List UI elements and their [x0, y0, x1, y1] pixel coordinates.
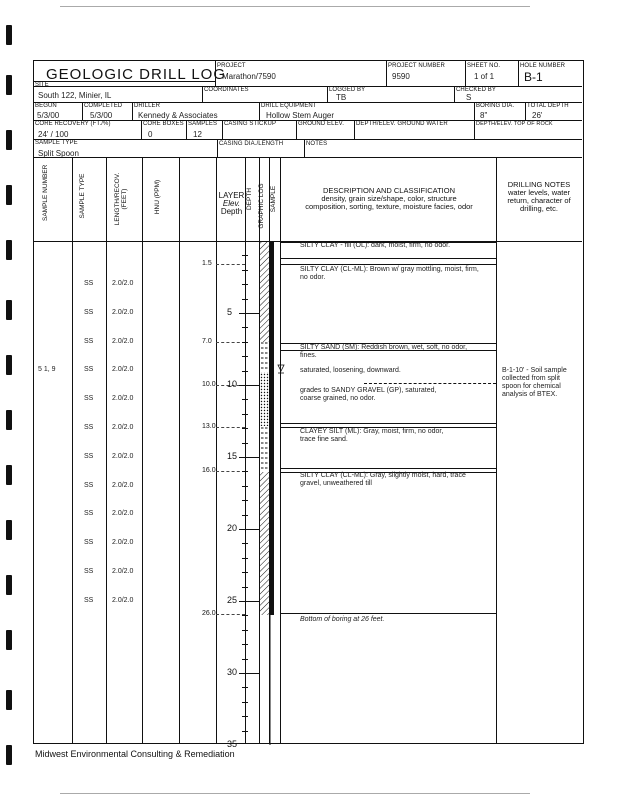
- page-title: GEOLOGIC DRILL LOG: [46, 66, 226, 83]
- length-recov-cell: 2.0/2.0: [112, 366, 134, 374]
- length-recov-cell: 2.0/2.0: [112, 539, 134, 547]
- column-divider: [72, 157, 73, 743]
- binder-hole: [6, 410, 12, 430]
- sample-type-label: SAMPLE TYPE: [35, 140, 78, 146]
- ground-elev-label: GROUND ELEV.: [298, 121, 344, 127]
- depth-mark-label: 25: [227, 595, 238, 605]
- column-divider: [142, 157, 143, 743]
- gradational-boundary: [364, 383, 496, 384]
- layer-boundary: [280, 468, 496, 469]
- divider: [304, 139, 305, 157]
- col-sample: SAMPLE: [270, 185, 277, 213]
- binder-hole: [6, 465, 12, 485]
- length-recov-cell: 2.0/2.0: [112, 568, 134, 575]
- col-sample-number: SAMPLE NUMBER: [42, 164, 49, 221]
- divider: [296, 120, 297, 139]
- layer-depth-label: 26.0: [202, 610, 216, 617]
- casing-stickup-label: CASING STICKUP: [224, 121, 277, 127]
- binder-hole: [6, 575, 12, 595]
- layer-depth-line: [216, 342, 245, 343]
- col-drilling-notes-sub: water levels, water return, character of drilling, etc.: [507, 188, 571, 213]
- sheet-no-value: 1 of 1: [474, 72, 495, 81]
- samples-value: 12: [193, 130, 202, 139]
- core-recovery-label: CORE RECOVERY (FT./%): [35, 121, 111, 127]
- bottom-of-boring-note: Bottom of boring at 26 feet.: [300, 616, 385, 623]
- length-recov-cell: 2.0/2.0: [112, 481, 134, 489]
- description-4: saturated, loosening, downward.: [300, 367, 401, 374]
- drilling-note: B-1-10' - Soil sample collected from split spoon for chemical analysis of BTEX.: [502, 367, 567, 398]
- description-7: SILTY CLAY (CL-ML): Gray, slightly moist, hard, trace gravel, unweathered till: [300, 472, 466, 487]
- layer-depth-line: [216, 264, 245, 265]
- divider: [186, 120, 187, 139]
- col-hnu: HNU (PPM): [154, 179, 161, 215]
- sample-type-cell: SS: [84, 337, 94, 345]
- divider: [132, 102, 133, 120]
- site-label: SITE: [35, 82, 49, 88]
- col-description: [300, 187, 478, 211]
- project-label: PROJECT: [217, 63, 246, 69]
- depth-mark-label: 30: [227, 667, 238, 677]
- hole-number-value: B-1: [524, 70, 543, 84]
- divider: [354, 120, 355, 139]
- sample-type-cell: SS: [84, 366, 94, 374]
- length-recov-cell: 2.0/2.0: [112, 280, 134, 287]
- log-fill-gravel: [259, 372, 270, 426]
- col-description-title: DESCRIPTION AND CLASSIFICATION: [323, 186, 455, 195]
- sample-interval-bar: [270, 241, 274, 615]
- col-layer: [217, 192, 246, 216]
- layer-depth-line: [216, 427, 245, 428]
- core-recovery-value: 24' / 100: [38, 130, 69, 139]
- col-drilling-notes: [500, 181, 578, 213]
- divider: [82, 102, 83, 120]
- gw-depth-label: DEPTH/ELEV. GROUND WATER: [356, 121, 448, 127]
- site-value: South 122, Minier, IL: [38, 91, 112, 100]
- layer-depth-label: 7.0: [202, 338, 212, 345]
- begun-value: 5/3/00: [37, 111, 60, 120]
- col-drilling-notes-title: DRILLING NOTES: [507, 180, 571, 189]
- column-divider: [496, 157, 497, 743]
- log-fill-sand: [259, 342, 270, 372]
- log-fill-till: [259, 472, 270, 615]
- divider: [222, 120, 223, 139]
- logged-by-label: LOGGED BY: [329, 87, 366, 93]
- divider: [217, 139, 218, 157]
- drill-equipment-value: Hollow Stem Auger: [266, 111, 335, 120]
- company-footer: Midwest Environmental Consulting & Remediation: [35, 749, 235, 759]
- sample-type-cell: SS: [84, 395, 94, 403]
- sample-type-cell: SS: [84, 596, 94, 604]
- drill-equipment-label: DRILL EQUIPMENT: [261, 103, 317, 109]
- divider: [34, 81, 215, 82]
- description-2: SILTY CLAY (CL-ML): Brown w/ gray mottling, moist, firm, no odor.: [300, 266, 479, 281]
- sample-type-cell: SS: [84, 481, 94, 489]
- notes-label: NOTES: [306, 141, 328, 147]
- layer-depth-label: 10.0: [202, 381, 216, 388]
- checked-by-value: S: [466, 93, 472, 102]
- col-sample-type: SAMPLE TYPE: [79, 173, 86, 219]
- binder-hole: [6, 185, 12, 205]
- length-recov-cell: 2.0/2.0: [112, 596, 134, 604]
- sheet-no-label: SHEET NO.: [467, 63, 501, 69]
- log-fill-clay: [259, 258, 270, 342]
- col-graphic-log: GRAPHIC LOG: [258, 183, 265, 229]
- col-layer-depth: Depth: [220, 207, 243, 216]
- layer-depth-label: 13.0: [202, 423, 216, 430]
- total-depth-value: 26': [532, 111, 543, 120]
- sample-number-note: 5 1, 9: [38, 366, 56, 373]
- col-depth: DEPTH: [246, 187, 253, 211]
- boring-dia-label: BORING DIA.: [476, 103, 515, 109]
- col-length-recov: LENGTH/RECOV. (FEET): [114, 172, 128, 226]
- layer-boundary: [280, 613, 496, 614]
- binder-hole: [6, 520, 12, 540]
- col-description-sub: density, grain size/shape, color, structure composition, sorting, texture, moisture facies, odor: [305, 194, 473, 211]
- core-boxes-value: 0: [148, 130, 153, 139]
- sample-type-cell: SS: [84, 539, 94, 547]
- divider: [474, 120, 475, 139]
- length-recov-cell: 2.0/2.0: [112, 395, 134, 403]
- scan-edge: [60, 793, 530, 794]
- casing-dia-label: CASING DIA./LENGTH: [219, 141, 284, 147]
- col-layer-elev: Elev.: [222, 199, 241, 208]
- binder-hole: [6, 130, 12, 150]
- hole-number-label: HOLE NUMBER: [520, 63, 566, 69]
- drill-log-sheet: [33, 60, 584, 749]
- layer-boundary: [280, 258, 496, 259]
- graphic-log: [245, 241, 285, 745]
- sample-type-cell: SS: [84, 452, 94, 460]
- divider: [34, 139, 582, 140]
- begun-label: BEGUN: [35, 103, 57, 109]
- project-number-value: 9590: [392, 72, 410, 81]
- water-level-icon: [278, 365, 284, 371]
- divider: [518, 61, 519, 86]
- driller-label: DRILLER: [134, 103, 161, 109]
- divider: [202, 86, 203, 102]
- checked-by-label: CHECKED BY: [456, 87, 497, 93]
- description-5: grades to SANDY GRAVEL (GP), saturated, coarse grained, no odor.: [300, 387, 437, 402]
- log-fill-clay: [259, 241, 270, 258]
- layer-depth-label: 16.0: [202, 467, 216, 474]
- description-3: SILTY SAND (SM): Reddish brown, wet, soft, no odor, fines.: [300, 344, 468, 359]
- binder-hole: [6, 630, 12, 650]
- divider: [141, 120, 142, 139]
- description-6: CLAYEY SILT (ML): Gray, moist, firm, no odor, trace fine sand.: [300, 428, 444, 443]
- boring-dia-value: 8": [480, 111, 488, 120]
- completed-value: 5/3/00: [90, 111, 113, 120]
- divider: [454, 86, 455, 102]
- layer-boundary: [280, 423, 496, 424]
- core-boxes-label: CORE BOXES: [143, 121, 184, 127]
- scan-edge: [60, 6, 530, 7]
- column-divider: [106, 157, 107, 743]
- divider: [525, 102, 526, 120]
- total-depth-label: TOTAL DEPTH: [527, 103, 569, 109]
- binder-hole: [6, 355, 12, 375]
- depth-mark-label: 20: [227, 523, 238, 533]
- description-1: SILTY CLAY - fill (OL): dark, moist, firm, no odor.: [300, 242, 451, 249]
- project-number-label: PROJECT NUMBER: [388, 63, 445, 69]
- sample-type-cell: SS: [84, 568, 94, 575]
- binder-hole: [6, 25, 12, 45]
- completed-label: COMPLETED: [84, 103, 123, 109]
- col-layer-title: LAYER: [218, 191, 245, 200]
- binder-hole: [6, 240, 12, 260]
- sample-type-cell: SS: [84, 510, 94, 518]
- sample-type-value: Split Spoon: [38, 149, 79, 158]
- sample-type-cell: SS: [84, 280, 94, 287]
- divider: [327, 86, 328, 102]
- divider: [259, 102, 260, 120]
- length-recov-cell: 2.0/2.0: [112, 510, 134, 518]
- divider: [386, 61, 387, 86]
- sample-type-cell: SS: [84, 424, 94, 431]
- length-recov-cell: 2.0/2.0: [112, 337, 134, 345]
- coordinates-label: COORDINATES: [204, 87, 249, 93]
- length-recov-cell: 2.0/2.0: [112, 452, 134, 460]
- layer-depth-line: [216, 614, 245, 615]
- sample-type-cell: SS: [84, 308, 94, 316]
- log-fill-silt: [259, 426, 270, 472]
- binder-hole: [6, 690, 12, 710]
- binder-hole: [6, 300, 12, 320]
- divider: [215, 61, 216, 86]
- layer-depth-label: 1.5: [202, 260, 212, 267]
- length-recov-cell: 2.0/2.0: [112, 308, 134, 316]
- divider: [34, 86, 582, 87]
- layer-boundary: [280, 264, 496, 265]
- layer-depth-line: [216, 471, 245, 472]
- depth-mark-label: 15: [227, 451, 238, 461]
- rock-depth-label: DEPTH/ELEV. TOP OF ROCK: [476, 121, 553, 127]
- divider: [474, 102, 475, 120]
- driller-value: Kennedy & Associates: [138, 111, 218, 120]
- divider: [465, 61, 466, 86]
- binder-hole: [6, 745, 12, 765]
- binder-hole: [6, 75, 12, 95]
- project-value: Marathon/7590: [222, 72, 276, 81]
- column-divider: [179, 157, 180, 743]
- column-divider: [216, 157, 217, 743]
- depth-mark-label: 35: [227, 739, 238, 749]
- depth-mark-label: 10: [227, 379, 238, 389]
- depth-mark-label: 5: [227, 307, 233, 317]
- divider: [34, 157, 582, 158]
- samples-label: SAMPLES: [188, 121, 218, 127]
- length-recov-cell: 2.0/2.0: [112, 424, 134, 431]
- logged-by-value: TB: [336, 93, 347, 102]
